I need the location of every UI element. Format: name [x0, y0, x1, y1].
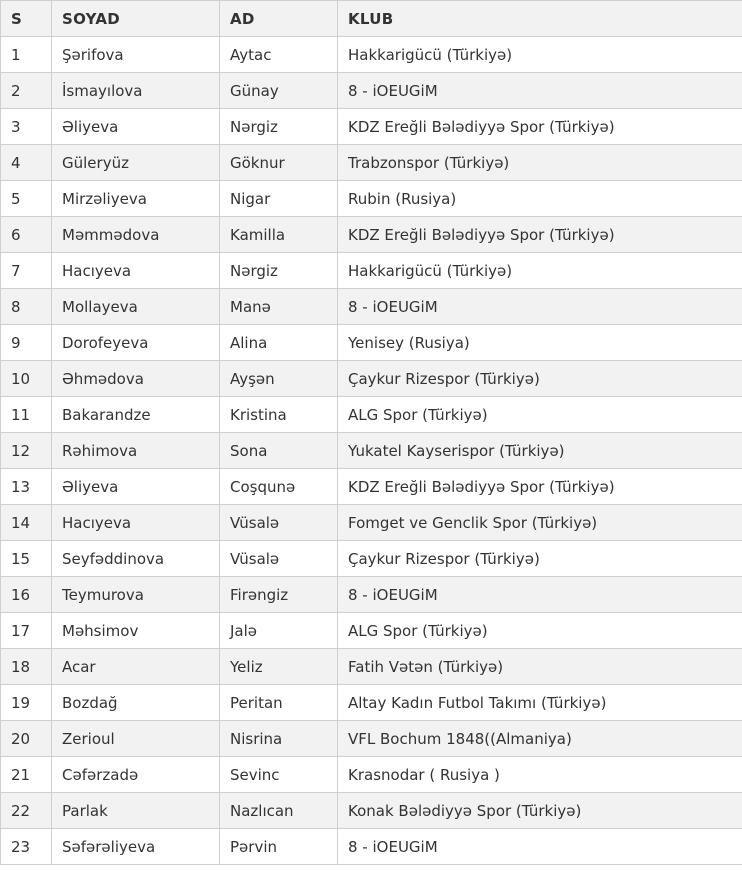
cell-name: Kamilla	[220, 217, 338, 253]
cell-number: 5	[1, 181, 52, 217]
cell-name: Sona	[220, 433, 338, 469]
cell-surname: Səfərəliyeva	[52, 829, 220, 865]
cell-club: Altay Kadın Futbol Takımı (Türkiyə)	[338, 685, 742, 721]
cell-club: Fatih Vətən (Türkiyə)	[338, 649, 742, 685]
cell-club: KDZ Ereğli Bələdiyyə Spor (Türkiyə)	[338, 109, 742, 145]
table-row	[1, 433, 742, 469]
cell-number: 10	[1, 361, 52, 397]
cell-club: Rubin (Rusiya)	[338, 181, 742, 217]
table-row	[1, 721, 742, 757]
table-row	[1, 793, 742, 829]
cell-surname: Əliyeva	[52, 109, 220, 145]
cell-number: 15	[1, 541, 52, 577]
table-row	[1, 397, 742, 433]
table-row	[1, 253, 742, 289]
cell-surname: Hacıyeva	[52, 253, 220, 289]
table-row	[1, 541, 742, 577]
cell-name: Nisrina	[220, 721, 338, 757]
cell-number: 23	[1, 829, 52, 865]
cell-number: 11	[1, 397, 52, 433]
cell-name: Nərgiz	[220, 253, 338, 289]
cell-number: 7	[1, 253, 52, 289]
cell-name: Nazlıcan	[220, 793, 338, 829]
cell-number: 19	[1, 685, 52, 721]
table-row	[1, 73, 742, 109]
cell-club: ALG Spor (Türkiyə)	[338, 613, 742, 649]
table-row	[1, 829, 742, 865]
cell-surname: Əliyeva	[52, 469, 220, 505]
table-row	[1, 469, 742, 505]
cell-name: Aytac	[220, 37, 338, 73]
cell-surname: Bakarandze	[52, 397, 220, 433]
table-row	[1, 37, 742, 73]
cell-club: Konak Bələdiyyə Spor (Türkiyə)	[338, 793, 742, 829]
cell-name: Günay	[220, 73, 338, 109]
header-surname: SOYAD	[52, 1, 220, 37]
cell-club: VFL Bochum 1848((Almaniya)	[338, 721, 742, 757]
cell-surname: Rəhimova	[52, 433, 220, 469]
cell-name: Yeliz	[220, 649, 338, 685]
cell-surname: Teymurova	[52, 577, 220, 613]
cell-name: Firəngiz	[220, 577, 338, 613]
cell-number: 8	[1, 289, 52, 325]
cell-surname: Güleryüz	[52, 145, 220, 181]
table-header	[1, 1, 742, 37]
cell-name: Kristina	[220, 397, 338, 433]
cell-surname: Cəfərzadə	[52, 757, 220, 793]
cell-surname: Seyfəddinova	[52, 541, 220, 577]
cell-name: Pərvin	[220, 829, 338, 865]
cell-surname: Mollayeva	[52, 289, 220, 325]
table-row	[1, 505, 742, 541]
cell-name: Manə	[220, 289, 338, 325]
cell-name: Nigar	[220, 181, 338, 217]
cell-number: 14	[1, 505, 52, 541]
header-number: S	[1, 1, 52, 37]
cell-name: Vüsalə	[220, 505, 338, 541]
cell-name: Vüsalə	[220, 541, 338, 577]
cell-surname: Dorofeyeva	[52, 325, 220, 361]
cell-surname: Zerioul	[52, 721, 220, 757]
table-row	[1, 577, 742, 613]
cell-club: KDZ Ereğli Bələdiyyə Spor (Türkiyə)	[338, 217, 742, 253]
cell-name: Ayşən	[220, 361, 338, 397]
header-name: AD	[220, 1, 338, 37]
cell-number: 2	[1, 73, 52, 109]
table-row	[1, 325, 742, 361]
cell-name: Göknur	[220, 145, 338, 181]
cell-name: Sevinc	[220, 757, 338, 793]
cell-number: 12	[1, 433, 52, 469]
cell-number: 9	[1, 325, 52, 361]
cell-surname: Hacıyeva	[52, 505, 220, 541]
cell-name: Peritan	[220, 685, 338, 721]
cell-club: Hakkarigücü (Türkiyə)	[338, 253, 742, 289]
cell-number: 17	[1, 613, 52, 649]
cell-name: Jalə	[220, 613, 338, 649]
table-row	[1, 649, 742, 685]
cell-club: Fomget ve Genclik Spor (Türkiyə)	[338, 505, 742, 541]
cell-club: 8 - iOEUGiM	[338, 73, 742, 109]
cell-club: Yenisey (Rusiya)	[338, 325, 742, 361]
cell-club: Çaykur Rizespor (Türkiyə)	[338, 361, 742, 397]
cell-surname: Məmmədova	[52, 217, 220, 253]
table-row	[1, 217, 742, 253]
cell-number: 18	[1, 649, 52, 685]
cell-surname: Mirzəliyeva	[52, 181, 220, 217]
cell-club: Çaykur Rizespor (Türkiyə)	[338, 541, 742, 577]
cell-number: 6	[1, 217, 52, 253]
cell-club: 8 - iOEUGiM	[338, 577, 742, 613]
cell-surname: Bozdağ	[52, 685, 220, 721]
table-row	[1, 145, 742, 181]
cell-name: Alina	[220, 325, 338, 361]
cell-club: ALG Spor (Türkiyə)	[338, 397, 742, 433]
table-row	[1, 361, 742, 397]
cell-club: Trabzonspor (Türkiyə)	[338, 145, 742, 181]
cell-club: 8 - iOEUGiM	[338, 289, 742, 325]
cell-surname: Parlak	[52, 793, 220, 829]
cell-number: 3	[1, 109, 52, 145]
header-row	[1, 1, 742, 37]
table-row	[1, 181, 742, 217]
cell-club: Yukatel Kayserispor (Türkiyə)	[338, 433, 742, 469]
cell-club: 8 - iOEUGiM	[338, 829, 742, 865]
cell-name: Nərgiz	[220, 109, 338, 145]
cell-club: Hakkarigücü (Türkiyə)	[338, 37, 742, 73]
cell-surname: Əhmədova	[52, 361, 220, 397]
cell-number: 20	[1, 721, 52, 757]
cell-club: Krasnodar ( Rusiya )	[338, 757, 742, 793]
table-row	[1, 613, 742, 649]
cell-number: 13	[1, 469, 52, 505]
table-row	[1, 685, 742, 721]
cell-surname: İsmayılova	[52, 73, 220, 109]
cell-number: 21	[1, 757, 52, 793]
cell-number: 4	[1, 145, 52, 181]
table-body	[1, 37, 742, 865]
cell-number: 22	[1, 793, 52, 829]
cell-surname: Acar	[52, 649, 220, 685]
cell-number: 16	[1, 577, 52, 613]
cell-club: KDZ Ereğli Bələdiyyə Spor (Türkiyə)	[338, 469, 742, 505]
cell-surname: Şərifova	[52, 37, 220, 73]
cell-number: 1	[1, 37, 52, 73]
table-row	[1, 109, 742, 145]
table-row	[1, 289, 742, 325]
header-club: KLUB	[338, 1, 742, 37]
cell-name: Coşqunə	[220, 469, 338, 505]
table-row	[1, 757, 742, 793]
cell-surname: Məhsimov	[52, 613, 220, 649]
